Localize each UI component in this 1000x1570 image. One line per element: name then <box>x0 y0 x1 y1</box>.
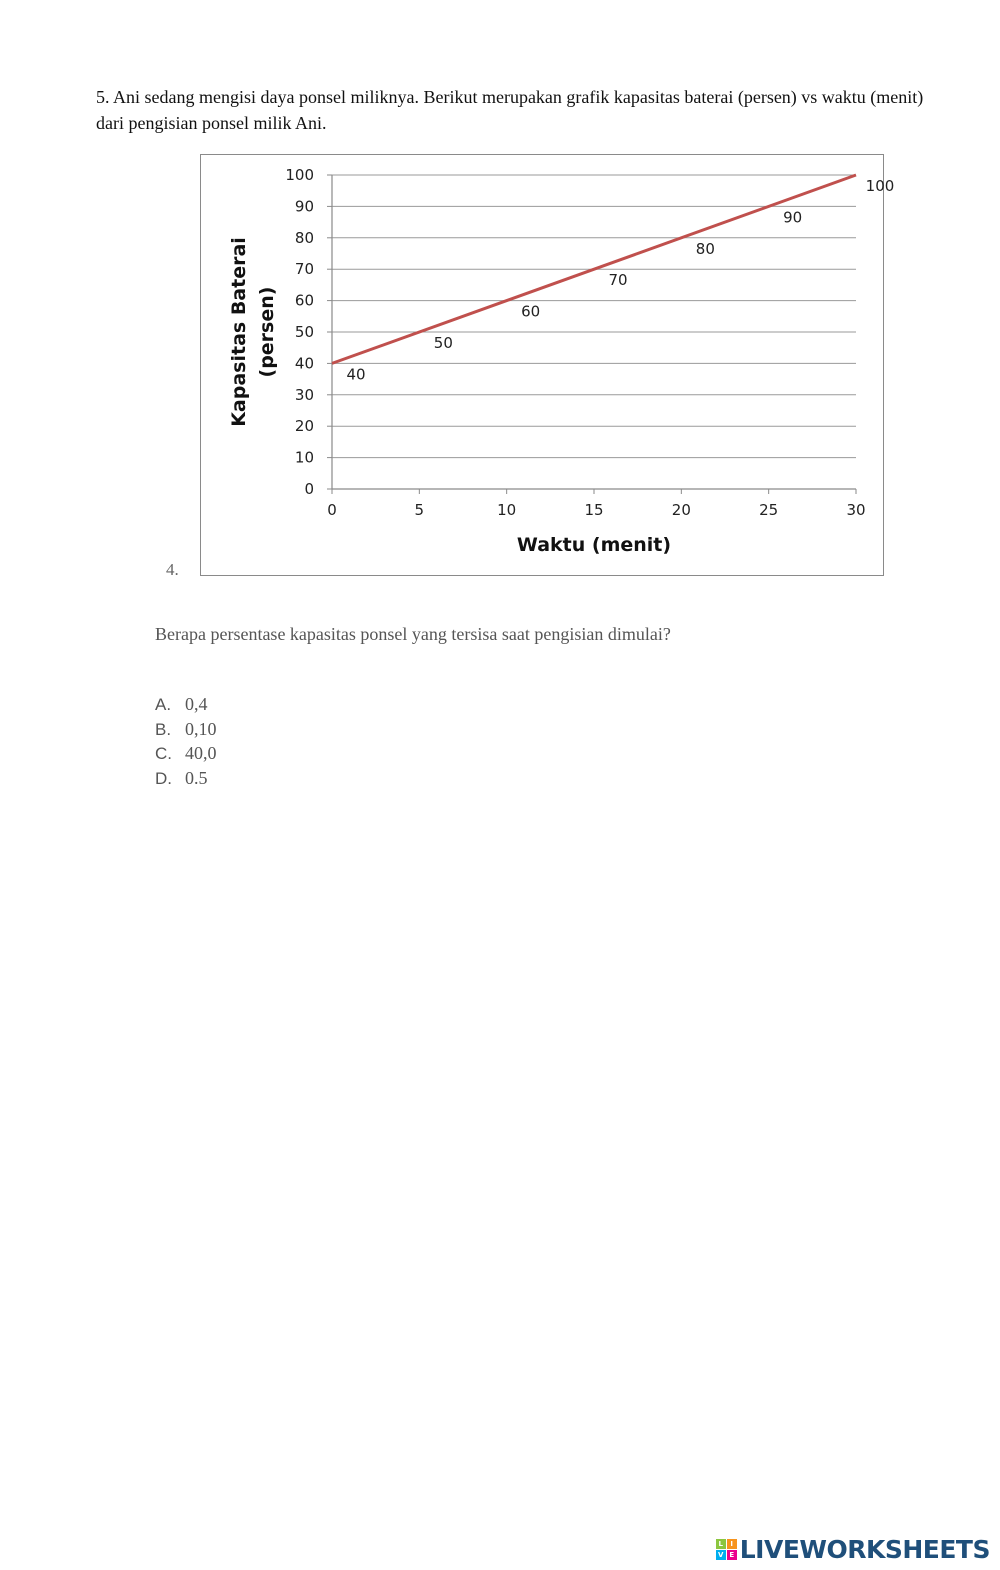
y-tick-label: 100 <box>285 166 314 184</box>
y-tick-label: 60 <box>294 291 314 310</box>
answer-options <box>155 694 217 792</box>
option-a[interactable] <box>155 694 217 719</box>
logo-tile: L <box>716 1539 726 1549</box>
y-tick-label: 30 <box>294 385 314 404</box>
logo-tile: I <box>727 1539 737 1549</box>
question-prompt: Berapa persentase kapasitas ponsel yang tersisa saat pengisian dimulai? <box>155 624 671 644</box>
option-b[interactable] <box>155 719 217 744</box>
y-axis-title: (persen) <box>256 286 278 378</box>
y-tick-label: 20 <box>294 417 314 436</box>
x-tick-label: 25 <box>759 501 779 519</box>
chart-svg <box>201 155 895 574</box>
y-tick-label: 50 <box>294 323 314 341</box>
option-d[interactable] <box>155 768 217 793</box>
option-letter: A. <box>155 695 172 714</box>
x-tick-label: 10 <box>497 501 517 519</box>
x-tick-label: 0 <box>327 501 337 519</box>
y-tick-label: 70 <box>294 260 314 279</box>
x-tick-label: 5 <box>414 501 425 519</box>
liveworksheets-brand[interactable] <box>716 1535 990 1564</box>
x-tick-label: 30 <box>846 501 866 519</box>
question-body: Ani sedang mengisi daya ponsel miliknya. Berikut merupakan grafik kapasitas baterai (persen) vs waktu (menit) dari pengisian ponsel milik Ani. <box>96 87 924 133</box>
option-text: 0,10 <box>185 718 217 739</box>
y-tick-label: 10 <box>294 448 314 467</box>
data-label: 100 <box>865 177 895 195</box>
y-tick-label: 80 <box>294 228 314 247</box>
data-label: 40 <box>346 365 366 384</box>
y-axis-title: Kapasitas Baterai <box>228 237 250 427</box>
data-label: 50 <box>433 334 453 352</box>
data-label: 60 <box>521 302 541 321</box>
question-text <box>96 84 926 136</box>
x-axis-title: Waktu (menit) <box>516 534 672 556</box>
x-tick-label: 20 <box>671 501 691 519</box>
logo-tile: E <box>727 1550 737 1560</box>
y-tick-label: 40 <box>294 354 314 373</box>
brand-name: LIVEWORKSHEETS <box>739 1535 990 1564</box>
y-tick-label: 0 <box>304 480 314 498</box>
option-letter: B. <box>155 719 172 739</box>
x-tick-label: 15 <box>584 501 604 519</box>
option-c[interactable] <box>155 743 217 768</box>
battery-chart <box>200 154 895 576</box>
option-text: 40,0 <box>185 743 217 763</box>
data-label: 70 <box>608 271 628 290</box>
y-tick-label: 90 <box>294 197 314 216</box>
logo-tile: V <box>716 1550 726 1560</box>
option-letter: C. <box>155 744 172 763</box>
option-letter: D. <box>155 768 172 788</box>
data-label: 90 <box>783 208 803 227</box>
option-text: 0.5 <box>185 767 208 788</box>
liveworksheets-logo-icon <box>716 1539 737 1560</box>
option-text: 0,4 <box>185 694 208 714</box>
figure-number: 4. <box>166 560 179 579</box>
question-number: 5. <box>96 87 110 107</box>
data-label: 80 <box>695 239 715 258</box>
